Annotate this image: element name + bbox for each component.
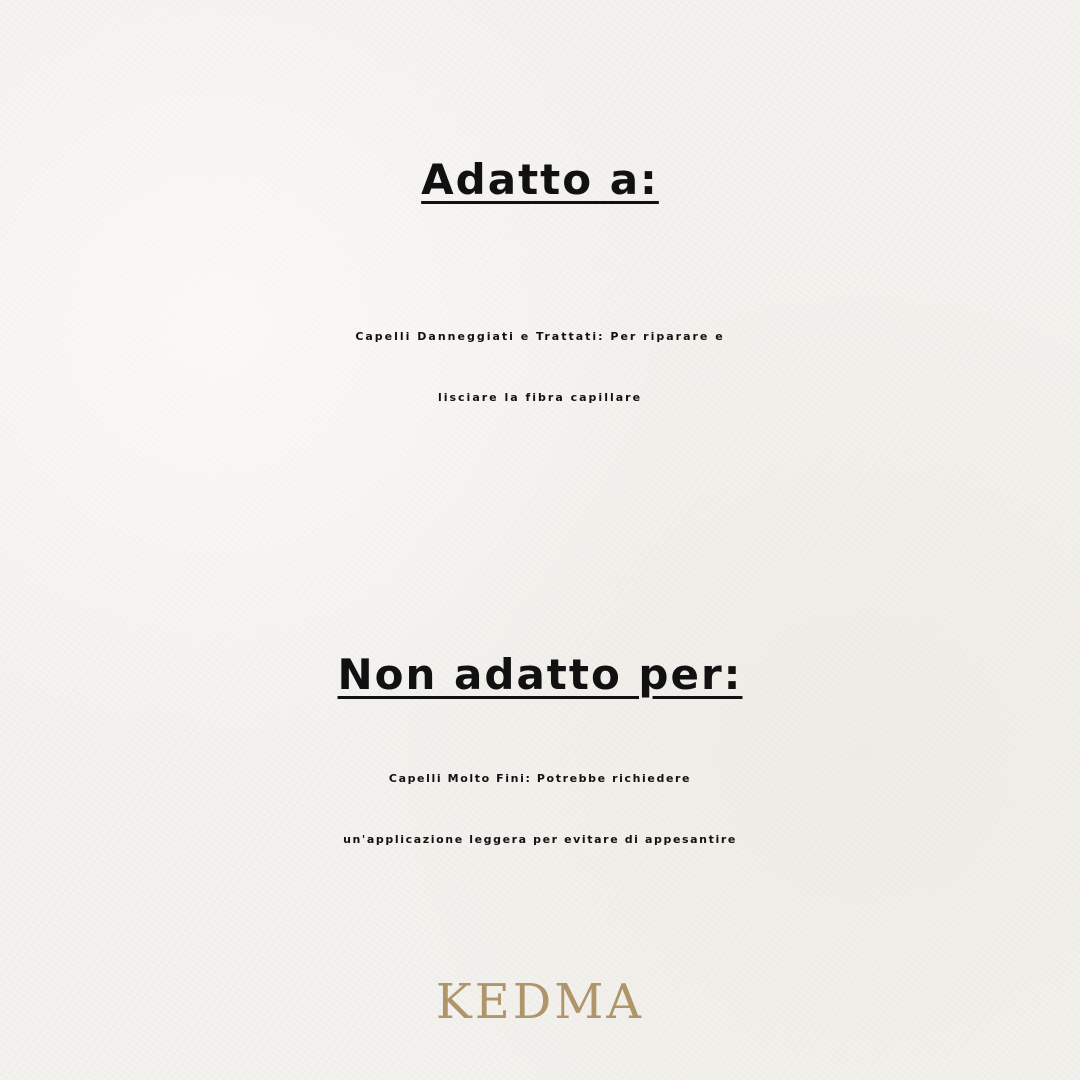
suitable-line-1: Capelli Danneggiati e Trattati: Per riparare e bbox=[355, 330, 725, 343]
brand-logo: KEDMA bbox=[435, 974, 645, 1030]
suitable-description bbox=[0, 306, 1080, 428]
suitable-heading bbox=[0, 155, 1080, 205]
suitable-heading-text: Adatto a: bbox=[421, 155, 659, 204]
not-suitable-description bbox=[0, 748, 1080, 870]
not-suitable-line-2: un'applicazione leggera per evitare di appesantire bbox=[343, 833, 737, 846]
suitable-line-2: lisciare la fibra capillare bbox=[437, 391, 643, 404]
not-suitable-heading-text: Non adatto per: bbox=[337, 650, 743, 699]
not-suitable-heading bbox=[0, 650, 1080, 700]
not-suitable-line-1: Capelli Molto Fini: Potrebbe richiedere bbox=[388, 772, 692, 785]
